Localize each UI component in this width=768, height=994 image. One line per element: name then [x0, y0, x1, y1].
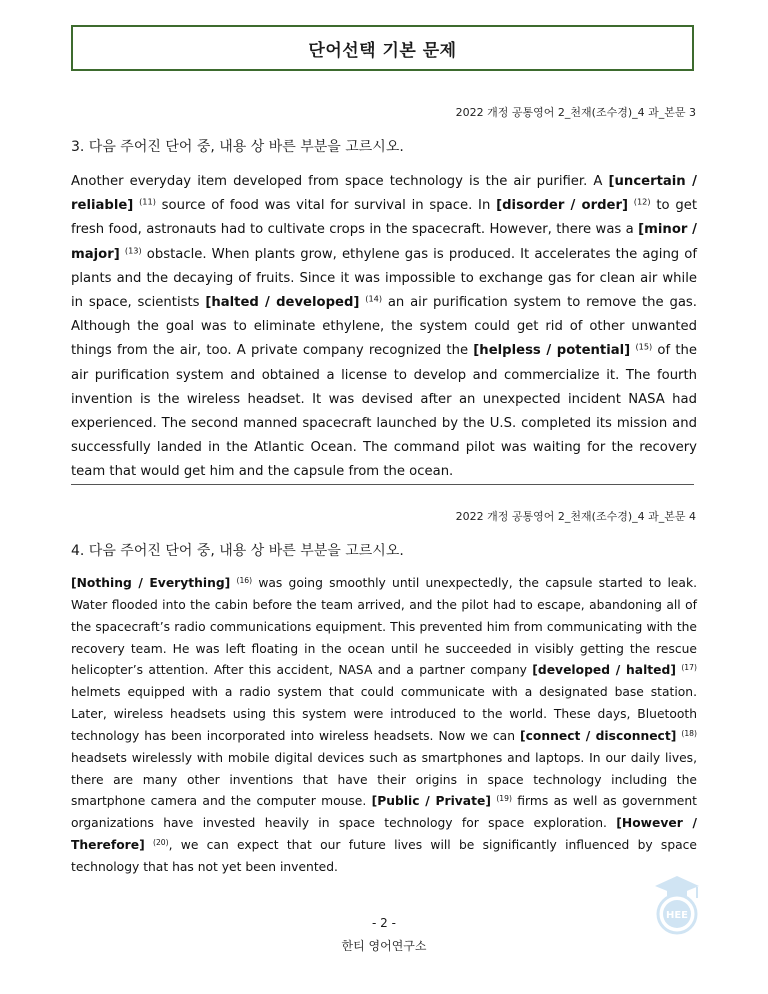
page-title: 단어선택 기본 문제	[308, 40, 457, 61]
section-3-source: 2022 개정 공통영어 2_천재(조수경)_4 과_본문 3	[455, 106, 696, 119]
blank-number: (11)	[139, 196, 156, 207]
passage-3: Another everyday item developed from space technology is the air purifier. A [uncertain / reliable] $^{(11)}$ source of food was vital for survival in space. In [disorder / order] $^{(12)}$ to get fresh food, astronauts had to cultivate crops in the spacecraft. However, there was a [minor / major] $^{(13)}$ obstacle. When plants grow, ethylene gas is produced. It accelerates the aging of plants and the decaying of fruits. Since it was impossible to exchange gas for clean air while in space, scientists [halted / developed] $^{(14)}$ an air purification system to remove the gas. Although the goal was to eliminate ethylene, the system could get rid of other unwanted things from the air, too. A private company recognized the [helpless / potential] $^{(15)}$ of the air purification system and obtained a license to develop and commercialize it. The fourth invention is the wireless headset. It was devised after an unexpected incident NASA had experienced. The second manned spacecraft launched by the U.S. completed its mission and successfully landed in the Atlantic Ocean. The command pilot was waiting for the recovery team that would get him and the capsule from the ocean.	[71, 174, 698, 480]
word-choice-bracket: [Nothing / Everything]	[71, 576, 231, 590]
blank-number: (13)	[124, 245, 142, 256]
page-title-box	[71, 25, 694, 71]
page-number: - 2 -	[372, 916, 396, 930]
word-choice-bracket: [helpless / potential]	[473, 343, 631, 359]
hee-logo-icon	[645, 872, 709, 938]
word-choice-bracket: [halted / developed]	[205, 295, 360, 311]
section-4-source: 2022 개정 공통영어 2_천재(조수경)_4 과_본문 4	[455, 510, 696, 523]
blank-number: (20)	[152, 837, 169, 847]
blank-number: (19)	[496, 794, 512, 804]
blank-number: (18)	[681, 728, 697, 738]
word-choice-bracket: [However / Therefore]	[71, 816, 697, 853]
blank-number: (12)	[633, 196, 651, 207]
word-choice-bracket: [disorder / order]	[496, 198, 628, 214]
word-choice-bracket: [Public / Private]	[371, 794, 491, 809]
passage-4: [Nothing / Everything] $^{(16)}$ was going smoothly until unexpectedly, the capsule started to leak. Water flooded into the cabin before the team arrived, and the pilot had to escape, abandoning all of the spacecraft’s radio communications equipment. This prevented him from communicating with the recovery team. He was left floating in the ocean until he succeeded in visibly getting the rescue helicopter’s attention. After this accident, NASA and a partner company [developed / halted] $^{(17)}$ helmets equipped with a radio system that could communicate with a designated base station. Later, wireless headsets using this system were introduced to the world. These days, Bluetooth technology has been incorporated into wireless headsets. Now we can [connect / disconnect] $^{(18)}$ headsets wirelessly with mobile digital devices such as smartphones and laptops. In our daily lives, there are many other inventions that have their origins in space technology including the smartphone camera and the computer mouse. [Public / Private] $^{(19)}$ firms as well as government organizations have invested heavily in space technology for space exploration. [However / Therefore] $^{(20)}$, we can expect that our future lives will be significantly influenced by space technology that has not yet been invented.	[71, 575, 697, 874]
word-choice-bracket: [connect / disconnect]	[520, 728, 677, 743]
logo-text: HEE	[665, 910, 689, 921]
blank-number: (16)	[236, 575, 253, 585]
blank-number: (17)	[681, 663, 697, 673]
question-4-heading: 4. 다음 주어진 단어 중, 내용 상 바른 부분을 고르시오.	[71, 543, 404, 559]
section-divider	[71, 484, 694, 485]
question-3-heading: 3. 다음 주어진 단어 중, 내용 상 바른 부분을 고르시오.	[71, 139, 404, 155]
blank-number: (15)	[635, 341, 653, 352]
word-choice-bracket: [minor / major]	[71, 222, 697, 262]
word-choice-bracket: [developed / halted]	[532, 663, 676, 678]
footer-organization: 한티 영어연구소	[341, 939, 427, 953]
blank-number: (14)	[365, 293, 383, 304]
word-choice-bracket: [uncertain / reliable]	[71, 174, 698, 214]
